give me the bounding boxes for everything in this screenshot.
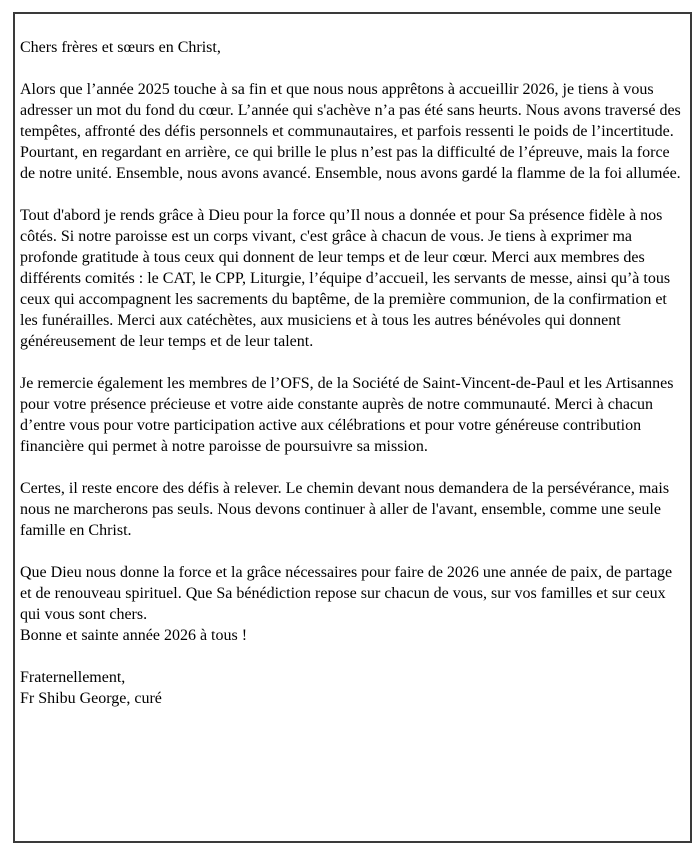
letter-salutation: Chers frères et sœurs en Christ, (20, 39, 221, 56)
letter-paragraph: Je remercie également les membres de l’OFS, de la Société de Saint-Vincent-de-Paul et les Artisannes pour votre présence précieuse et votre aide constante auprès de notre communauté. Merci à chacun d’entre vous pour votre participation active aux célébrations et pour votre généreuse contribution financière qui permet à notre paroisse de poursuivre sa mission. (20, 375, 674, 455)
letter-paragraph: Certes, il reste encore des défis à relever. Le chemin devant nous demandera de la persévérance, mais nous ne marcherons pas seuls. Nous devons continuer à aller de l'avant, ensemble, comme une seule famille en Christ. (20, 480, 670, 539)
letter-paragraph: Que Dieu nous donne la force et la grâce nécessaires pour faire de 2026 une année de paix, de partage et de renouveau spirituel. Que Sa bénédiction repose sur chacun de vous, sur vos familles et sur ceux qui vous sont chers. Bonne et sainte année 2026 à tous ! (20, 564, 673, 644)
letter-paragraph: Alors que l’année 2025 touche à sa fin et que nous nous apprêtons à accueillir 2026, je tiens à vous adresser un mot du fond du cœur. L’année qui s'achève n’a pas été sans heurts. Nous avons traversé des tempêtes, affronté des défis personnels et communautaires, et parfois ressenti le poids de l’incertitude. Pourtant, en regardant en arrière, ce qui brille le plus n’est pas la difficulté de l’épreuve, mais la force de notre unité. Ensemble, nous avons avancé. Ensemble, nous avons gardé la flamme de la foi allumée. (20, 81, 681, 182)
letter-content (15, 14, 690, 709)
letter-closing: Fraternellement, Fr Shibu George, curé (20, 669, 162, 707)
letter-paragraph: Tout d'abord je rends grâce à Dieu pour la force qu’Il nous a donnée et pour Sa présence fidèle à nos côtés. Si notre paroisse est un corps vivant, c'est grâce à chacun de vous. Je tiens à exprimer ma profonde gratitude à tous ceux qui donnent de leur temps et de leur cœur. Merci aux membres des différents comités : le CAT, le CPP, Liturgie, l’équipe d’accueil, les servants de messe, ainsi qu’à tous ceux qui accompagnent les sacrements du baptême, de la première communion, de la confirmation et les funérailles. Merci aux catéchètes, aux musiciens et à tous les autres bénévoles qui donnent généreusement de leur temps et de leur talent. (20, 207, 671, 350)
letter-page (13, 12, 692, 843)
